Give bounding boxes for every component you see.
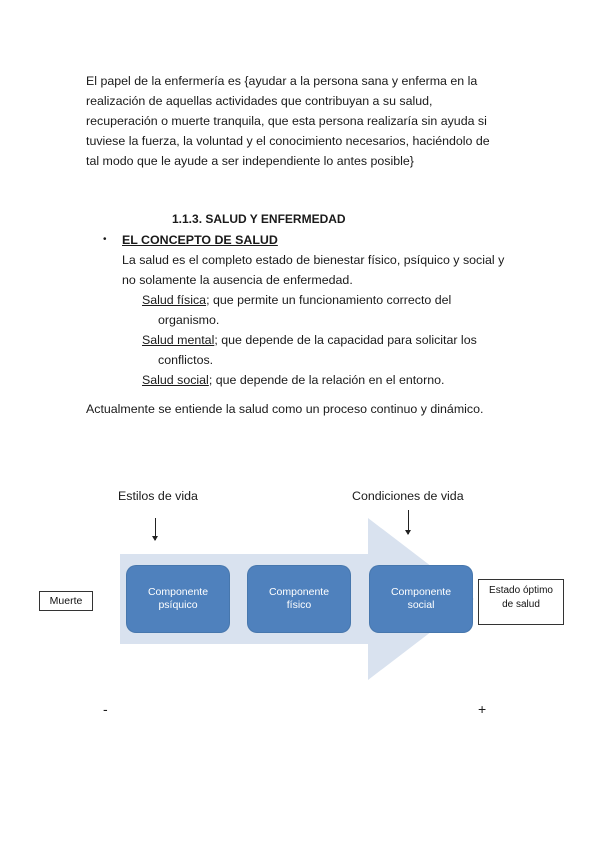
optimal-health-label: Estado óptimo (489, 585, 553, 596)
health-type-term: Salud mental (142, 333, 215, 347)
definition-line: no solamente la ausencia de enfermedad. (122, 273, 353, 287)
optimal-health-label: de salud (502, 599, 540, 610)
health-type-term: Salud social (142, 373, 209, 387)
component-physical (248, 566, 350, 632)
component-label: Componente (390, 586, 452, 598)
concept-title: EL CONCEPTO DE SALUD (122, 233, 278, 247)
health-type-mental (142, 330, 477, 350)
definition-line: La salud es el completo estado de bienestar físico, psíquico y social y (122, 253, 505, 267)
health-type-physical (142, 290, 451, 310)
health-type-term: Salud física (142, 293, 207, 307)
death-box: Muerte (39, 591, 93, 611)
intro-line: realización de aquellas actividades que contribuyan a su salud, (86, 94, 433, 108)
lifestyle-label: Estilos de vida (118, 489, 198, 503)
intro-paragraph (86, 71, 526, 171)
health-type-desc: ; que depende de la capacidad para solicitar los (214, 333, 477, 347)
definition (122, 250, 532, 290)
intro-line: tal modo que le ayude a ser independiente lo antes posible} (86, 154, 414, 168)
component-label: Componente (268, 586, 330, 598)
conditions-label: Condiciones de vida (352, 489, 464, 503)
component-label: Componente (147, 586, 209, 598)
minus-sign: - (103, 701, 108, 717)
intro-line: El papel de la enfermería es {ayudar a la persona sana y enferma en la (86, 74, 478, 88)
closing-sentence: Actualmente se entiende la salud como un proceso continuo y dinámico. (86, 402, 484, 416)
component-social (370, 566, 472, 632)
intro-line: recuperación o muerte tranquila, que esta persona realizaría sin ayuda si (86, 114, 487, 128)
optimal-health-box (478, 579, 564, 625)
section-heading: 1.1.3. SALUD Y ENFERMEDAD (172, 212, 346, 226)
bullet-icon: • (103, 234, 107, 245)
health-type-cont: organismo. (158, 313, 220, 327)
component-label: social (407, 599, 435, 611)
component-label: físico (286, 599, 312, 611)
component-psychic (127, 566, 229, 632)
health-type-desc: ; que permite un funcionamiento correcto del (206, 293, 452, 307)
health-type-social (142, 370, 444, 390)
component-label: psíquico (158, 599, 198, 611)
plus-sign: + (478, 701, 487, 717)
health-type-cont: conflictos. (158, 353, 214, 367)
health-type-desc: ; que depende de la relación en el entorno. (208, 373, 445, 387)
intro-line: tuviese la fuerza, la voluntad y el conocimiento necesarios, haciéndolo de (86, 134, 490, 148)
